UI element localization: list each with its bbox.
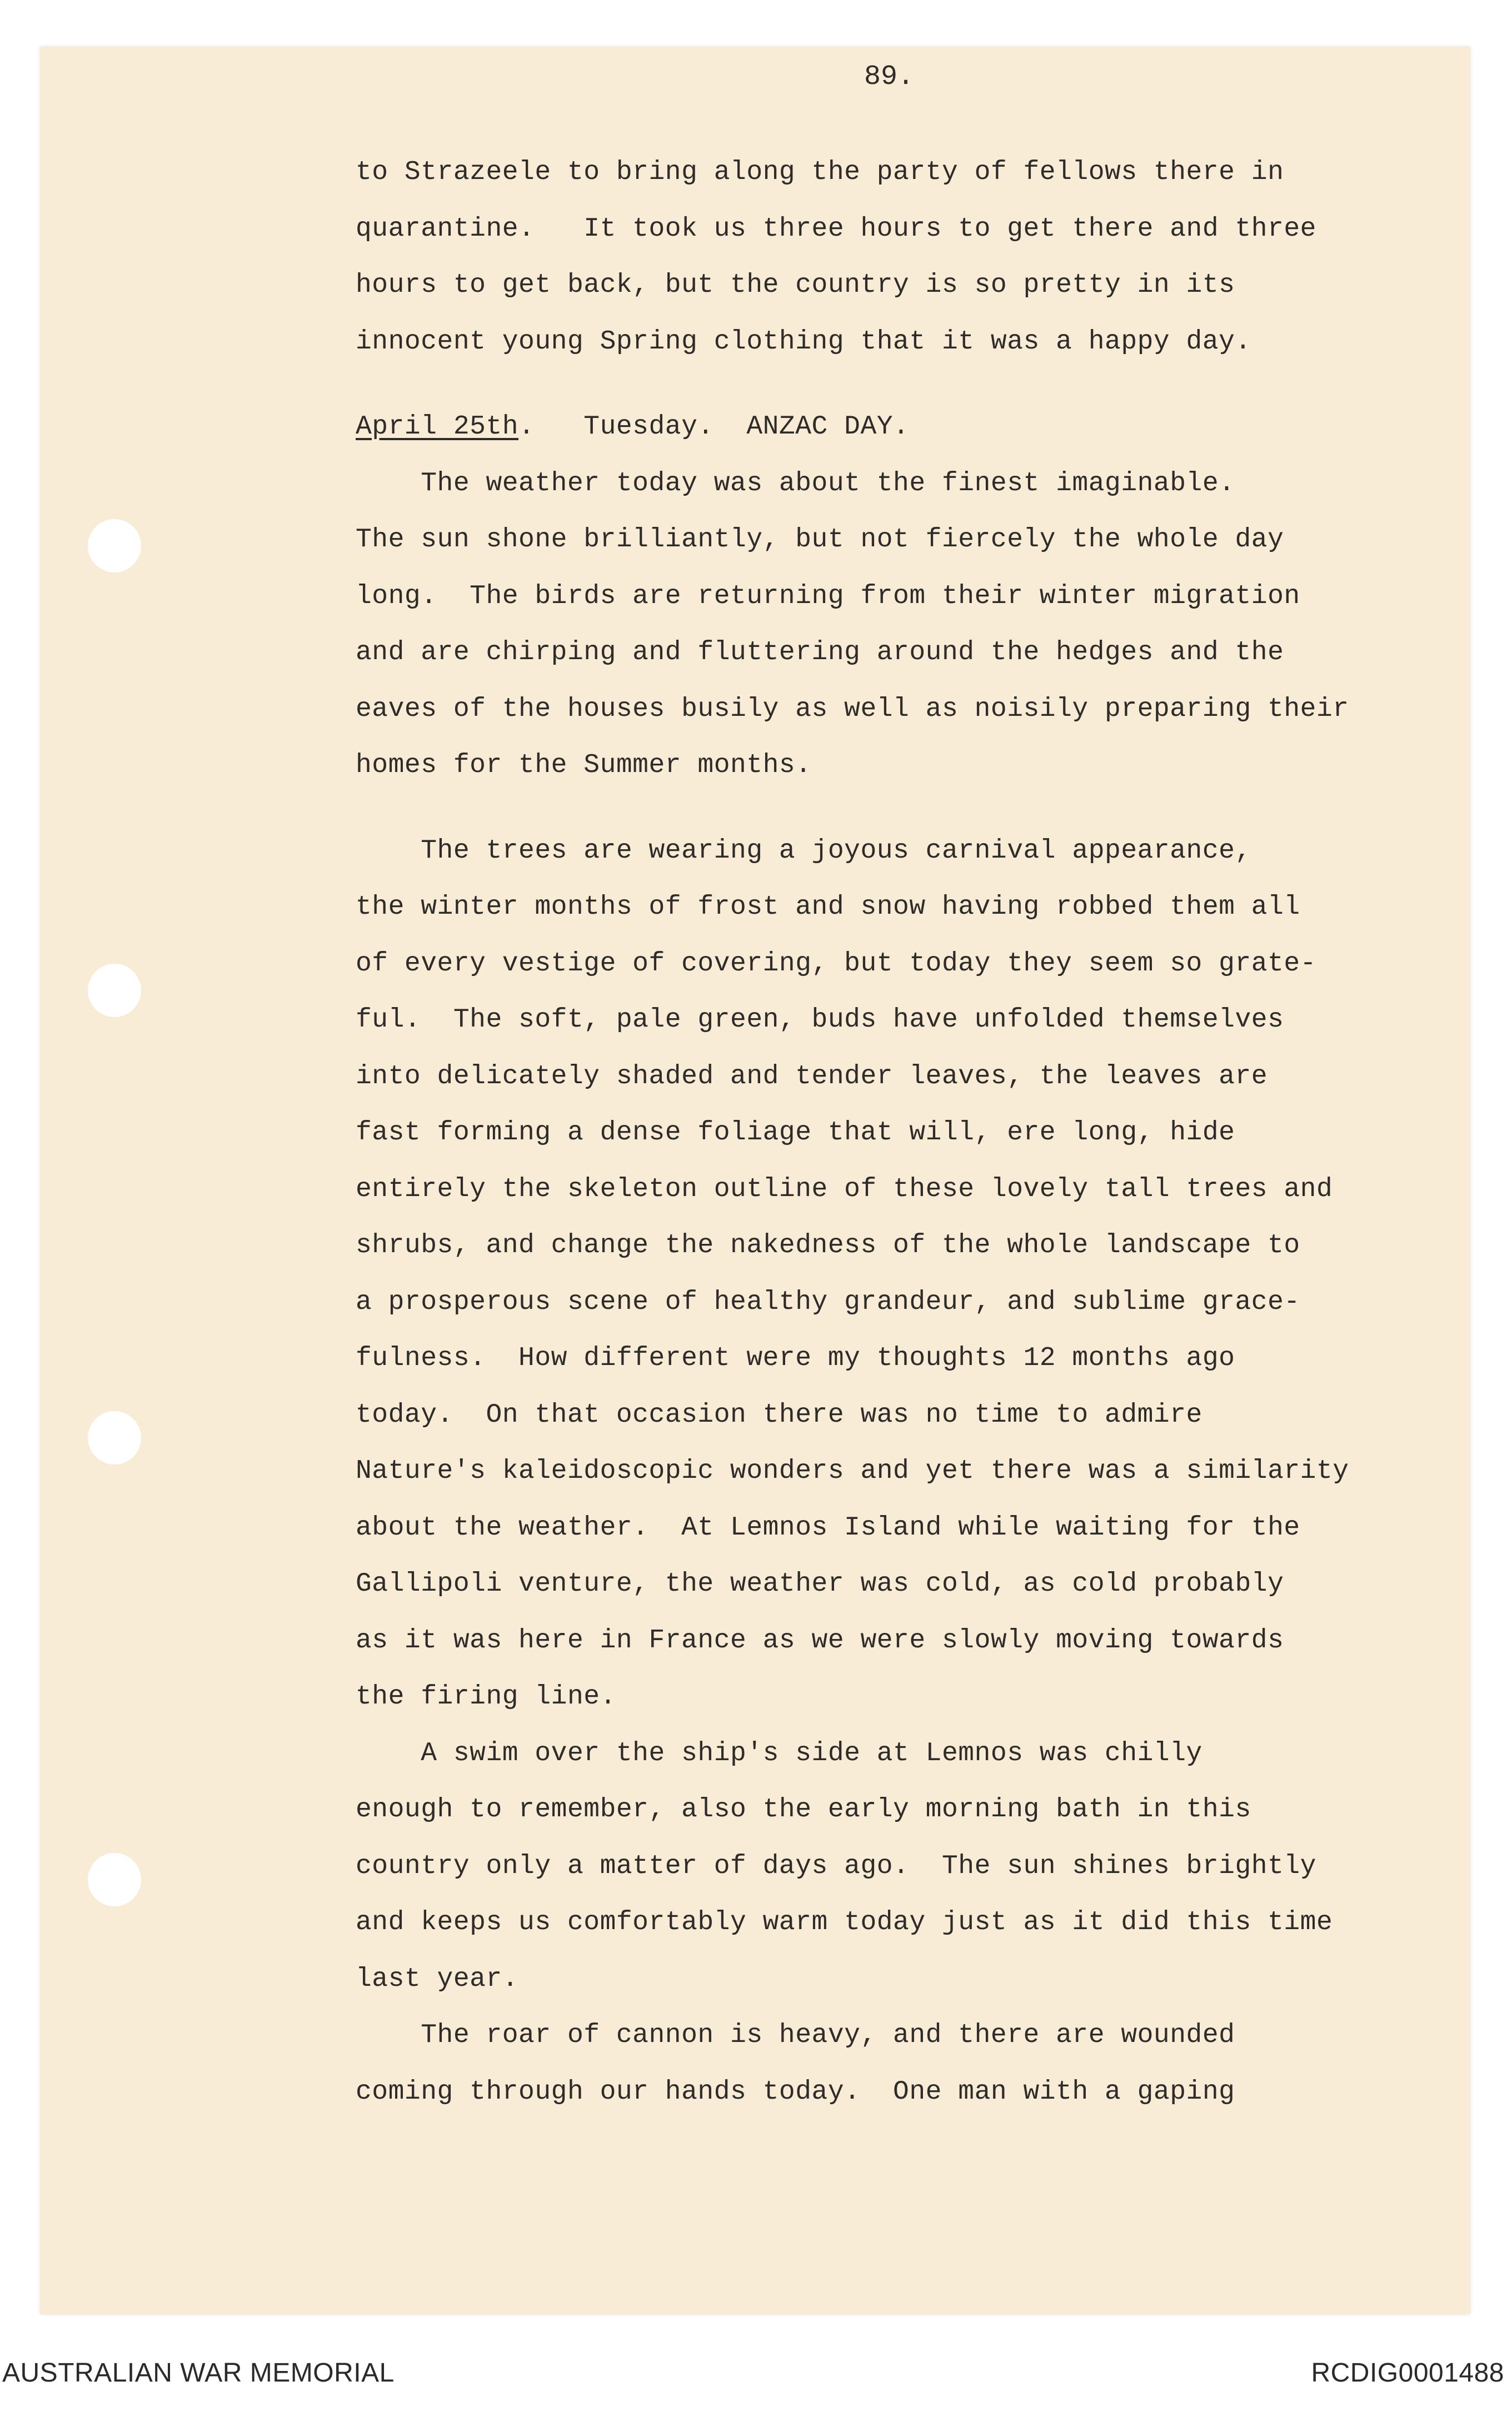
paragraph-cannon xyxy=(356,2007,1445,2120)
paragraph-lemnos xyxy=(356,1726,1445,2008)
text-line: today. On that occasion there was no time to admire xyxy=(356,1399,1202,1430)
paragraph-weather xyxy=(356,456,1445,794)
text-line: into delicately shaded and tender leaves, the leaves are xyxy=(356,1061,1268,1092)
entry-date: April 25th xyxy=(356,412,519,442)
text-line: enough to remember, also the early morning bath in this xyxy=(356,1795,1251,1825)
archive-reference: RCDIG0001488 xyxy=(1311,2358,1504,2388)
punch-hole xyxy=(88,519,141,572)
paragraph-trees xyxy=(356,823,1445,1726)
text-line: coming through our hands today. One man with a gaping xyxy=(356,2076,1235,2107)
text-line: about the weather. At Lemnos Island while waiting for the xyxy=(356,1512,1300,1543)
entry-day-title: . Tuesday. ANZAC DAY. xyxy=(518,412,910,442)
text-line: shrubs, and change the nakedness of the whole landscape to xyxy=(356,1231,1300,1261)
text-line: quarantine. It took us three hours to get there and three xyxy=(356,213,1316,244)
text-line: the winter months of frost and snow having robbed them all xyxy=(356,892,1300,922)
paragraph-continued xyxy=(356,145,1445,370)
text-line: Gallipoli venture, the weather was cold, as cold probably xyxy=(356,1569,1284,1599)
text-line: the firing line. xyxy=(356,1682,616,1712)
text-line: as it was here in France as we were slowly moving towards xyxy=(356,1625,1284,1656)
text-line: fulness. How different were my thoughts 12 months ago xyxy=(356,1343,1235,1373)
text-line: The sun shone brilliantly, but not fiercely the whole day xyxy=(356,525,1284,555)
page-number: 89. xyxy=(864,61,914,93)
text-line: The trees are wearing a joyous carnival appearance, xyxy=(356,835,1251,866)
text-line: and keeps us comfortably warm today just as it did this time xyxy=(356,1907,1333,1937)
text-line: entirely the skeleton outline of these lovely tall trees and xyxy=(356,1174,1333,1204)
text-line: to Strazeele to bring along the party of fellows there in xyxy=(356,157,1284,187)
text-line: last year. xyxy=(356,1964,519,1994)
punch-hole xyxy=(88,964,141,1017)
text-line: The weather today was about the finest imaginable. xyxy=(356,468,1235,499)
text-line: of every vestige of covering, but today they seem so grate- xyxy=(356,948,1316,979)
text-line: ful. The soft, pale green, buds have unfolded themselves xyxy=(356,1005,1284,1035)
text-line: innocent young Spring clothing that it was a happy day. xyxy=(356,326,1251,357)
punch-hole xyxy=(88,1853,141,1906)
text-line: eaves of the houses busily as well as noisily preparing their xyxy=(356,694,1349,724)
text-line: hours to get back, but the country is so pretty in its xyxy=(356,270,1235,300)
text-line: long. The birds are returning from their winter migration xyxy=(356,581,1300,611)
typed-text xyxy=(356,145,1445,2120)
text-line: a prosperous scene of healthy grandeur, and sublime grace- xyxy=(356,1287,1300,1317)
text-line: and are chirping and fluttering around the hedges and the xyxy=(356,637,1284,667)
punch-hole xyxy=(88,1411,141,1464)
text-line: A swim over the ship's side at Lemnos was chilly xyxy=(356,1738,1202,1769)
paragraph-gap xyxy=(356,370,1445,399)
text-line: fast forming a dense foliage that will, ere long, hide xyxy=(356,1118,1235,1148)
entry-heading xyxy=(356,399,1445,456)
archive-name: AUSTRALIAN WAR MEMORIAL xyxy=(2,2358,395,2388)
text-line: country only a matter of days ago. The sun shines brightly xyxy=(356,1851,1316,1881)
text-line: The roar of cannon is heavy, and there are wounded xyxy=(356,2020,1235,2050)
text-line: homes for the Summer months. xyxy=(356,750,812,780)
paragraph-gap xyxy=(356,794,1445,823)
text-line: Nature's kaleidoscopic wonders and yet there was a similarity xyxy=(356,1456,1349,1486)
